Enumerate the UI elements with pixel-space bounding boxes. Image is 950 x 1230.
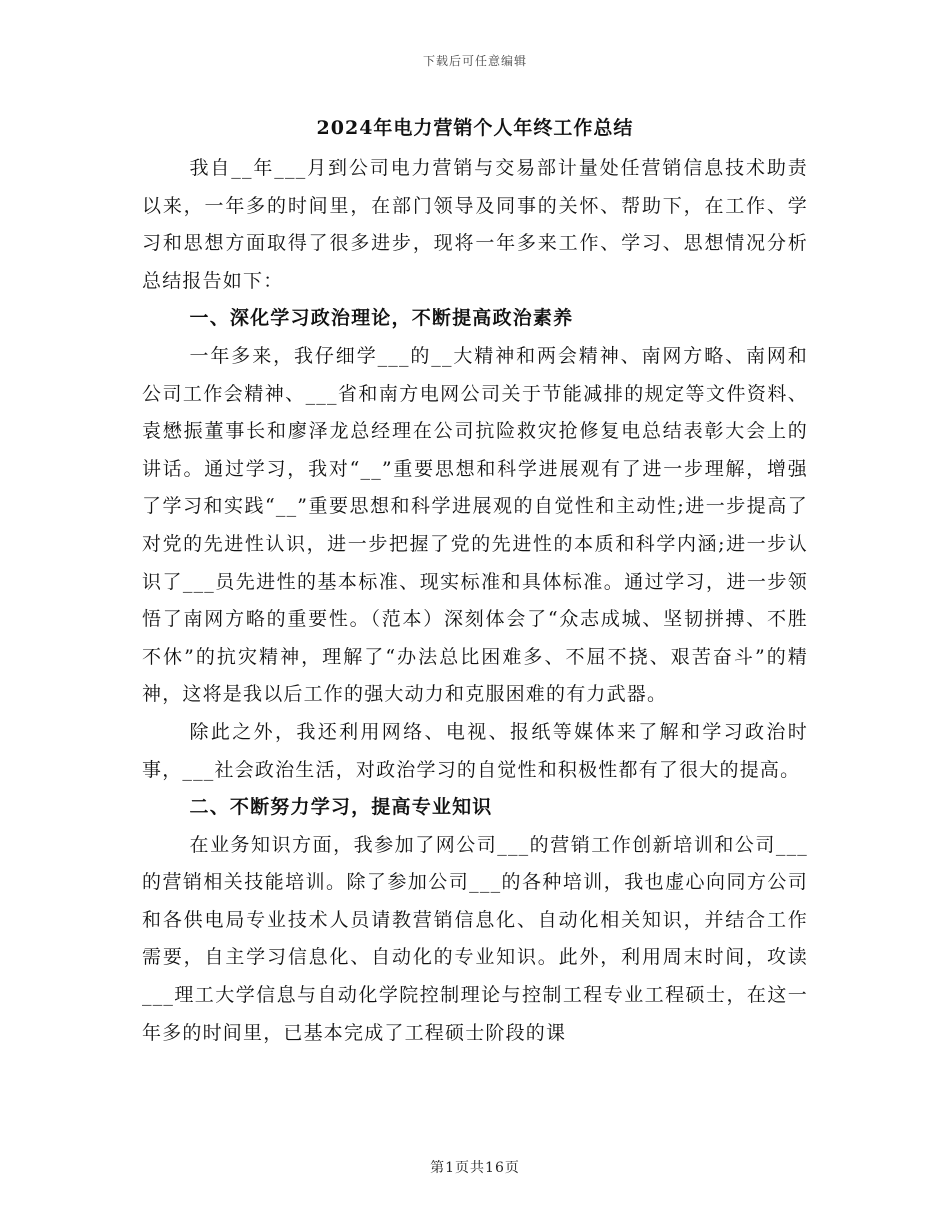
section-2-paragraph-1: 在业务知识方面，我参加了网公司___的营销工作创新培训和公司___的营销相关技能培训。除了参加公司___的各种培训，我也虚心向同方公司和各供电局专业技术人员请教营销信息化、自动化相关知识，并结合工作需要，自主学习信息化、自动化的专业知识。此外，利用周末时间，攻读___理工大学信息与自动化学院控制理论与控制工程专业工程硕士，在这一年多的时间里，已基本完成了工程硕士阶段的课 (142, 833, 808, 1044)
page-header-note: 下载后可任意编辑 (422, 54, 527, 68)
document-body (142, 112, 808, 1052)
page-number: 第1页共16页 (430, 1160, 520, 1176)
section-1-paragraph-1: 一年多来，我仔细学___的__大精神和两会精神、南网方略、南网和公司工作会精神、___省和南方电网公司关于节能减排的规定等文件资料、袁懋振董事长和廖泽龙总经理在公司抗险救灾抢修复电总结表彰大会上的讲话。通过学习，我对“__”重要思想和科学进展观有了进一步理解，增强了学习和实践“__”重要思想和科学进展观的自觉性和主动性;进一步提高了对党的先进性认识，进一步把握了党的先进性的本质和科学内涵;进一步认识了___员先进性的基本标准、现实标准和具体标准。通过学习，进一步领悟了南网方略的重要性。（范本）深刻体会了“众志成城、坚韧拼搏、不胜不休”的抗灾精神，理解了“办法总比困难多、不屈不挠、艰苦奋斗”的精神，这将是我以后工作的强大动力和克服困难的有力武器。 (142, 344, 808, 706)
section-2-heading: 二、不断努力学习，提高专业知识 (189, 796, 493, 819)
document-title: 2024年电力营销个人年终工作总结 (316, 117, 634, 139)
section-1-paragraph-2: 除此之外，我还利用网络、电视、报纸等媒体来了解和学习政治时事，___社会政治生活，对政治学习的自觉性和积极性都有了很大的提高。 (142, 720, 808, 781)
intro-paragraph: 我自__年___月到公司电力营销与交易部计量处任营销信息技术助责以来，一年多的时间里，在部门领导及同事的关怀、帮助下，在工作、学习和思想方面取得了很多进步，现将一年多来工作、学习、思想情况分析总结报告如下： (142, 157, 808, 292)
section-1-heading: 一、深化学习政治理论，不断提高政治素养 (189, 307, 574, 330)
